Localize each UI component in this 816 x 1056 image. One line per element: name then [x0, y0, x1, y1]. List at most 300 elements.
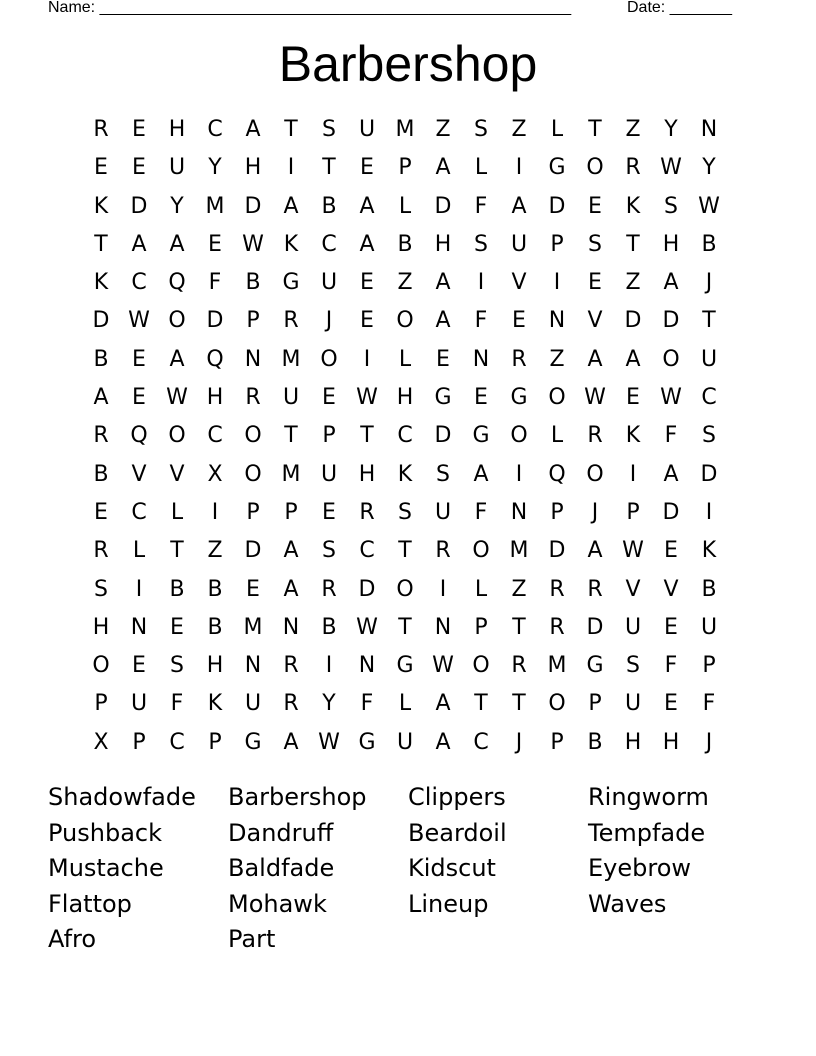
grid-letter: U: [244, 691, 262, 717]
grid-letter: E: [664, 614, 678, 640]
grid-letter: U: [434, 499, 452, 525]
grid-letter: R: [283, 308, 299, 334]
grid-letter: P: [132, 729, 146, 755]
grid-letter: L: [398, 346, 412, 372]
grid-letter: S: [474, 231, 488, 257]
grid-letter: H: [662, 729, 680, 755]
grid-letter: P: [702, 653, 716, 679]
grid-letter: S: [702, 423, 716, 449]
grid-letter: B: [701, 231, 717, 257]
word-list: [48, 780, 768, 958]
grid-letter: X: [207, 461, 223, 487]
grid-letter: V: [131, 461, 147, 487]
grid-letter: R: [511, 653, 527, 679]
grid-letter: I: [363, 346, 371, 372]
grid-letter: I: [439, 576, 447, 602]
grid-letter: W: [242, 231, 264, 257]
grid-letter: V: [625, 576, 641, 602]
grid-letter: J: [705, 729, 713, 755]
grid-letter: G: [434, 385, 452, 411]
grid-letter: N: [548, 308, 566, 334]
grid-letter: Z: [625, 270, 641, 296]
grid-letter: G: [396, 653, 414, 679]
word-list-item: Kidscut: [408, 854, 496, 882]
grid-letter: R: [245, 385, 261, 411]
grid-letter: O: [168, 423, 186, 449]
word-list-item: Flattop: [48, 889, 132, 918]
grid-letter: B: [93, 346, 109, 372]
grid-letter: D: [434, 423, 452, 449]
grid-letter: A: [435, 691, 451, 717]
grid-letter: P: [398, 155, 412, 181]
grid-letter: D: [434, 193, 452, 219]
grid-letter: B: [207, 614, 223, 640]
grid-letter: C: [169, 729, 185, 755]
grid-letter: O: [472, 538, 490, 564]
grid-letter: T: [588, 117, 602, 142]
grid-letter: N: [510, 499, 528, 525]
grid-letter: L: [132, 538, 146, 564]
grid-letter: I: [705, 499, 713, 525]
grid-letter: G: [244, 729, 262, 755]
grid-letter: D: [130, 193, 148, 219]
grid-letter: F: [474, 308, 488, 334]
grid-letter: G: [282, 270, 300, 296]
grid-letter: E: [588, 270, 602, 296]
grid-letter: B: [587, 729, 603, 755]
grid-letter: T: [94, 231, 108, 257]
grid-letter: Z: [511, 117, 527, 142]
grid-letter: Z: [511, 576, 527, 602]
grid-letter: A: [511, 193, 527, 219]
grid-letter: E: [360, 270, 374, 296]
grid-letter: W: [318, 729, 340, 755]
grid-letter: U: [320, 461, 338, 487]
grid-letter: E: [94, 155, 108, 181]
grid-letter: T: [398, 538, 412, 564]
worksheet-header: [0, 0, 816, 20]
grid-letter: Q: [168, 270, 186, 296]
grid-letter: A: [93, 385, 109, 411]
grid-letter: Z: [435, 117, 451, 142]
grid-letter: D: [244, 538, 262, 564]
grid-letter: M: [281, 461, 301, 487]
grid-letter: R: [93, 423, 109, 449]
word-list-item: Shadowfade: [48, 783, 196, 811]
grid-letter: D: [586, 614, 604, 640]
grid-letter: D: [244, 193, 262, 219]
grid-letter: W: [356, 614, 378, 640]
grid-letter: M: [547, 653, 567, 679]
grid-letter: O: [472, 653, 490, 679]
grid-letter: A: [283, 193, 299, 219]
grid-letter: B: [321, 193, 337, 219]
grid-letter: F: [702, 691, 716, 717]
grid-letter: N: [472, 346, 490, 372]
page-title: Barbershop: [278, 36, 538, 92]
grid-letter: U: [168, 155, 186, 181]
grid-letter: P: [284, 499, 298, 525]
grid-letter: R: [625, 155, 641, 181]
grid-letter: A: [625, 346, 641, 372]
grid-letter: H: [206, 385, 224, 411]
grid-letter: J: [591, 499, 599, 525]
grid-letter: P: [550, 231, 564, 257]
grid-letter: B: [207, 576, 223, 602]
grid-letter: A: [283, 538, 299, 564]
grid-letter: P: [550, 499, 564, 525]
grid-letter: O: [586, 461, 604, 487]
grid-letter: E: [246, 576, 260, 602]
grid-letter: R: [549, 614, 565, 640]
grid-letter: T: [626, 231, 640, 257]
grid-letter: L: [550, 117, 564, 142]
grid-letter: U: [130, 691, 148, 717]
grid-letter: I: [629, 461, 637, 487]
grid-letter: D: [624, 308, 642, 334]
grid-letter: M: [243, 614, 263, 640]
word-list-item: Mohawk: [228, 889, 327, 918]
grid-letter: I: [325, 653, 333, 679]
grid-letter: J: [325, 308, 333, 334]
grid-letter: E: [132, 155, 146, 181]
grid-letter: K: [93, 270, 109, 296]
grid-letter: T: [284, 117, 298, 142]
grid-letter: N: [244, 653, 262, 679]
grid-letter: E: [132, 117, 146, 142]
grid-letter: A: [663, 461, 679, 487]
grid-letter: Q: [130, 423, 148, 449]
grid-letter: A: [663, 270, 679, 296]
grid-letter: F: [474, 193, 488, 219]
grid-letter: E: [626, 385, 640, 411]
grid-letter: U: [700, 346, 718, 372]
grid-letter: K: [397, 461, 413, 487]
grid-letter: B: [321, 614, 337, 640]
word-list-item: Mustache: [48, 854, 164, 882]
grid-letter: C: [131, 270, 147, 296]
word-list-item: Part: [228, 925, 276, 953]
grid-letter: Y: [702, 155, 716, 181]
grid-letter: A: [359, 193, 375, 219]
grid-letter: P: [94, 691, 108, 717]
grid-letter: D: [92, 308, 110, 334]
grid-letter: H: [358, 461, 376, 487]
grid-letter: A: [435, 308, 451, 334]
grid-letter: Q: [206, 346, 224, 372]
grid-letter: O: [92, 653, 110, 679]
grid-letter: E: [360, 308, 374, 334]
grid-letter: A: [587, 538, 603, 564]
grid-letter: E: [436, 346, 450, 372]
grid-letter: R: [93, 117, 109, 142]
grid-letter: R: [511, 346, 527, 372]
grid-letter: X: [93, 729, 109, 755]
grid-letter: T: [360, 423, 374, 449]
grid-letter: V: [511, 270, 527, 296]
grid-letter: N: [244, 346, 262, 372]
grid-letter: P: [322, 423, 336, 449]
grid-letter: M: [509, 538, 529, 564]
grid-letter: I: [211, 499, 219, 525]
grid-letter: G: [510, 385, 528, 411]
grid-letter: E: [664, 691, 678, 717]
grid-letter: J: [705, 270, 713, 296]
grid-letter: B: [701, 576, 717, 602]
grid-letter: C: [473, 729, 489, 755]
grid-letter: L: [550, 423, 564, 449]
grid-letter: O: [396, 576, 414, 602]
grid-letter: O: [662, 346, 680, 372]
grid-letter: E: [322, 499, 336, 525]
grid-letter: W: [660, 155, 682, 181]
grid-letter: L: [398, 691, 412, 717]
word-list-item: Clippers: [408, 783, 506, 811]
word-list-item: Dandruff: [228, 818, 334, 847]
grid-letter: D: [206, 308, 224, 334]
grid-letter: H: [168, 117, 186, 142]
grid-letter: K: [93, 193, 109, 219]
grid-letter: O: [548, 691, 566, 717]
grid-letter: L: [474, 155, 488, 181]
grid-letter: T: [284, 423, 298, 449]
grid-letter: P: [246, 308, 260, 334]
grid-letter: H: [206, 653, 224, 679]
date-field: Date: _______: [627, 0, 732, 16]
word-list-item: Afro: [48, 925, 97, 953]
grid-letter: P: [588, 691, 602, 717]
grid-letter: H: [92, 614, 110, 640]
grid-letter: W: [584, 385, 606, 411]
grid-letter: P: [246, 499, 260, 525]
grid-letter: I: [477, 270, 485, 296]
grid-letter: G: [586, 653, 604, 679]
grid-letter: O: [548, 385, 566, 411]
grid-letter: R: [359, 499, 375, 525]
word-list-item: Pushback: [48, 818, 163, 847]
word-list-item: Baldfade: [228, 854, 335, 882]
grid-letter: H: [434, 231, 452, 257]
grid-letter: S: [398, 499, 412, 525]
grid-letter: W: [698, 193, 720, 219]
grid-letter: V: [169, 461, 185, 487]
grid-letter: A: [283, 576, 299, 602]
grid-letter: W: [660, 385, 682, 411]
grid-letter: E: [94, 499, 108, 525]
grid-letter: T: [398, 614, 412, 640]
grid-letter: E: [132, 346, 146, 372]
grid-letter: A: [169, 231, 185, 257]
grid-letter: O: [586, 155, 604, 181]
grid-letter: K: [701, 538, 717, 564]
grid-letter: C: [207, 117, 223, 142]
grid-letter: Q: [548, 461, 566, 487]
word-list-item: Lineup: [408, 889, 489, 918]
grid-letter: F: [664, 653, 678, 679]
grid-letter: H: [396, 385, 414, 411]
grid-letter: S: [664, 193, 678, 219]
grid-letter: E: [132, 653, 146, 679]
grid-letter: N: [434, 614, 452, 640]
grid-letter: H: [624, 729, 642, 755]
grid-letter: W: [356, 385, 378, 411]
grid-letter: W: [128, 308, 150, 334]
grid-letter: H: [244, 155, 262, 181]
word-list-item: Tempfade: [588, 818, 706, 847]
grid-letter: U: [700, 614, 718, 640]
grid-letter: F: [360, 691, 374, 717]
grid-letter: E: [208, 231, 222, 257]
grid-letter: E: [360, 155, 374, 181]
grid-letter: N: [130, 614, 148, 640]
letter-grid: [82, 111, 728, 762]
grid-letter: T: [170, 538, 184, 564]
grid-letter: V: [587, 308, 603, 334]
grid-letter: G: [358, 729, 376, 755]
word-list-item: Waves: [588, 889, 667, 918]
grid-letter: I: [553, 270, 561, 296]
grid-letter: C: [359, 538, 375, 564]
grid-letter: I: [515, 155, 523, 181]
grid-letter: A: [169, 346, 185, 372]
grid-letter: T: [702, 308, 716, 334]
grid-letter: O: [168, 308, 186, 334]
grid-letter: A: [435, 155, 451, 181]
grid-letter: Y: [208, 155, 222, 181]
grid-letter: O: [244, 461, 262, 487]
grid-letter: H: [662, 231, 680, 257]
grid-letter: D: [548, 193, 566, 219]
grid-letter: R: [93, 538, 109, 564]
grid-letter: W: [622, 538, 644, 564]
grid-letter: U: [320, 270, 338, 296]
grid-letter: E: [170, 614, 184, 640]
grid-letter: P: [550, 729, 564, 755]
grid-letter: S: [588, 231, 602, 257]
grid-letter: N: [282, 614, 300, 640]
grid-letter: A: [359, 231, 375, 257]
grid-letter: S: [322, 538, 336, 564]
grid-letter: W: [432, 653, 454, 679]
grid-letter: Y: [170, 193, 184, 219]
grid-letter: A: [587, 346, 603, 372]
grid-letter: V: [663, 576, 679, 602]
grid-letter: Z: [207, 538, 223, 564]
grid-letter: I: [515, 461, 523, 487]
grid-letter: A: [435, 729, 451, 755]
grid-letter: F: [170, 691, 184, 717]
grid-letter: C: [701, 385, 717, 411]
grid-letter: I: [287, 155, 295, 181]
grid-letter: B: [397, 231, 413, 257]
grid-letter: U: [510, 231, 528, 257]
grid-letter: D: [548, 538, 566, 564]
grid-letter: R: [283, 653, 299, 679]
grid-letter: T: [322, 155, 336, 181]
grid-letter: O: [244, 423, 262, 449]
grid-letter: A: [283, 729, 299, 755]
grid-letter: Z: [625, 117, 641, 142]
word-list-item: Eyebrow: [588, 854, 692, 882]
name-field: Name: _____________________________________________________: [48, 0, 572, 16]
grid-letter: C: [131, 499, 147, 525]
grid-letter: R: [435, 538, 451, 564]
grid-letter: A: [245, 117, 261, 142]
grid-letter: B: [169, 576, 185, 602]
grid-letter: N: [358, 653, 376, 679]
grid-letter: S: [170, 653, 184, 679]
grid-letter: A: [131, 231, 147, 257]
grid-letter: K: [625, 423, 641, 449]
grid-letter: D: [662, 499, 680, 525]
grid-letter: E: [474, 385, 488, 411]
grid-letter: M: [205, 193, 225, 219]
grid-letter: J: [515, 729, 523, 755]
grid-letter: K: [283, 231, 299, 257]
word-list-item: Beardoil: [408, 818, 507, 847]
grid-letter: Z: [397, 270, 413, 296]
grid-letter: F: [664, 423, 678, 449]
grid-letter: R: [549, 576, 565, 602]
grid-letter: U: [358, 117, 376, 142]
grid-letter: O: [396, 308, 414, 334]
word-list-item: Ringworm: [588, 783, 709, 811]
grid-letter: M: [395, 117, 415, 142]
grid-letter: A: [435, 270, 451, 296]
grid-letter: S: [94, 576, 108, 602]
grid-letter: C: [207, 423, 223, 449]
grid-letter: R: [587, 576, 603, 602]
grid-letter: E: [664, 538, 678, 564]
grid-letter: P: [626, 499, 640, 525]
grid-letter: M: [281, 346, 301, 372]
grid-letter: E: [512, 308, 526, 334]
grid-letter: S: [474, 117, 488, 142]
word-list-item: Barbershop: [228, 783, 367, 811]
grid-letter: C: [321, 231, 337, 257]
grid-letter: G: [472, 423, 490, 449]
grid-letter: E: [588, 193, 602, 219]
grid-letter: D: [662, 308, 680, 334]
grid-letter: U: [396, 729, 414, 755]
grid-letter: T: [512, 691, 526, 717]
grid-letter: Y: [664, 117, 678, 142]
grid-letter: K: [625, 193, 641, 219]
grid-letter: Z: [549, 346, 565, 372]
grid-letter: T: [512, 614, 526, 640]
grid-letter: D: [358, 576, 376, 602]
grid-letter: O: [510, 423, 528, 449]
grid-letter: F: [474, 499, 488, 525]
grid-letter: L: [474, 576, 488, 602]
grid-letter: S: [322, 117, 336, 142]
grid-letter: R: [321, 576, 337, 602]
grid-letter: O: [320, 346, 338, 372]
grid-letter: T: [474, 691, 488, 717]
grid-letter: I: [135, 576, 143, 602]
grid-letter: D: [700, 461, 718, 487]
grid-letter: K: [207, 691, 223, 717]
grid-letter: L: [398, 193, 412, 219]
grid-letter: U: [624, 614, 642, 640]
grid-letter: R: [587, 423, 603, 449]
grid-letter: F: [208, 270, 222, 296]
grid-letter: C: [397, 423, 413, 449]
grid-letter: B: [93, 461, 109, 487]
grid-letter: E: [132, 385, 146, 411]
grid-letter: A: [473, 461, 489, 487]
grid-letter: U: [624, 691, 642, 717]
